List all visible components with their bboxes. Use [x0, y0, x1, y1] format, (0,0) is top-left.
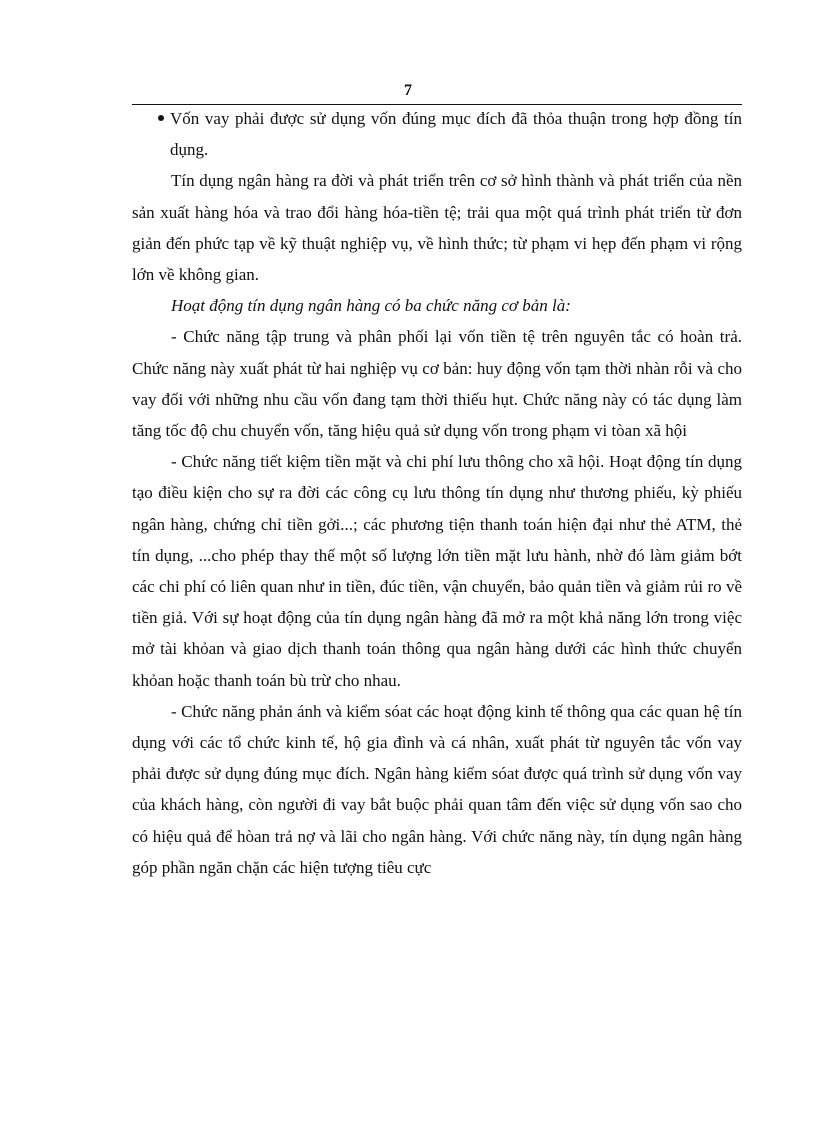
bullet-item-text: Vốn vay phải được sử dụng vốn đúng mục đích đã thỏa thuận trong hợp đồng tín dụng.	[170, 109, 742, 160]
paragraph-function-cash-saving: - Chức năng tiết kiệm tiền mặt và chi phí lưu thông cho xã hội. Hoạt động tín dụng tạo điều kiện cho sự ra đời các công cụ lưu thông tín dụng như thương phiếu, kỳ phiếu ngân hàng, chứng chỉ tiền gởi...; các phương tiện thanh toán hiện đại như thẻ ATM, thẻ tín dụng, ...cho phép thay thế một số lượng lớn tiền mặt lưu hành, nhờ đó làm giảm bớt các chi phí có liên quan như in tiền, đúc tiền, vận chuyển, bảo quản tiền và giảm rủi ro về tiền giả. Với sự hoạt động của tín dụng ngân hàng đã mở ra một khả năng lớn trong việc mở tài khỏan và giao dịch thanh toán thông qua ngân hàng dưới các hình thức chuyển khỏan hoặc thanh toán bù trừ cho nhau.	[132, 452, 742, 690]
bullet-item	[132, 103, 742, 165]
body-text	[132, 103, 742, 883]
paragraph-function-monitoring: - Chức năng phản ánh và kiểm sóat các hoạt động kinh tế thông qua các quan hệ tín dụng với các tổ chức kinh tế, hộ gia đình và cá nhân, xuất phát từ nguyên tắc vốn vay phải được sử dụng đúng mục đích. Ngân hàng kiểm sóat được quá trình sử dụng vốn vay của khách hàng, còn người đi vay bắt buộc phải quan tâm đến việc sử dụng vốn sao cho có hiệu quả để hòan trả nợ và lãi cho ngân hàng. Với chức năng này, tín dụng ngân hàng góp phần ngăn chặn các hiện tượng tiêu cực	[132, 701, 742, 877]
page-number: 7	[404, 82, 412, 99]
paragraph-functions-intro: Hoạt động tín dụng ngân hàng có ba chức năng cơ bản là:	[171, 296, 571, 316]
paragraph-credit-origin: Tín dụng ngân hàng ra đời và phát triển trên cơ sở hình thành và phát triển của nền sản xuất hàng hóa và trao đổi hàng hóa-tiền tệ; trải qua một quá trình phát triển từ đơn giản đến phức tạp về kỹ thuật nghiệp vụ, về hình thức; từ phạm vi hẹp đến phạm vi rộng lớn về không gian.	[132, 171, 742, 285]
bullet-dot-icon	[158, 115, 164, 121]
paragraph-function-capital-allocation: - Chức năng tập trung và phân phối lại vốn tiền tệ trên nguyên tắc có hoàn trả. Chức năng này xuất phát từ hai nghiệp vụ cơ bản: huy động vốn tạm thời nhàn rỗi và cho vay đối với những nhu cầu vốn đang tạm thời thiếu hụt. Chức năng này có tác dụng làm tăng tốc độ chu chuyển vốn, tăng hiệu quả sử dụng vốn trong phạm vi tòan xã hội	[132, 327, 742, 441]
